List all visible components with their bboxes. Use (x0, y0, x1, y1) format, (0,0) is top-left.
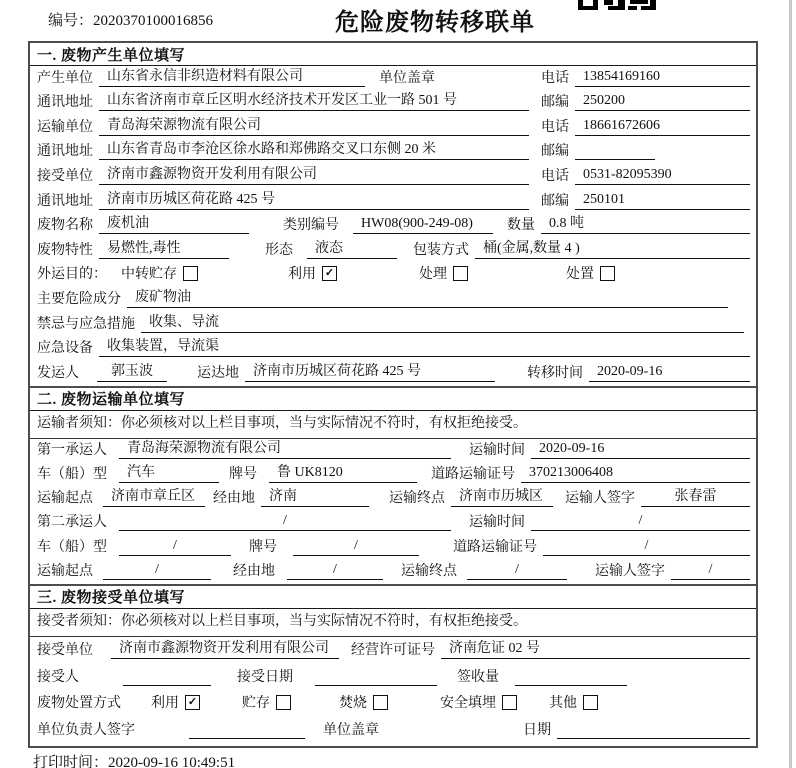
option-utilize-label: 利用 (288, 267, 316, 283)
received-quantity-value (515, 684, 627, 686)
waste-name-value: 废机油 (99, 212, 249, 234)
notice-text: 接受者须知：你必须核对以上栏目事项，当与实际情况不符时，有权拒绝接受。 (37, 613, 527, 629)
producer-unit-value: 山东省永信非织造材料有限公司 (99, 65, 365, 87)
disposal-method-label: 废物处置方式 (37, 696, 121, 712)
vehicle-type-label: 车（船）型 (37, 539, 107, 555)
form-value: 液态 (307, 237, 397, 259)
plate-label: 牌号 (229, 467, 257, 483)
serial-value: 2020370100016856 (93, 13, 214, 29)
receiver-unit-value: 济南市鑫源物资开发利用有限公司 (99, 163, 529, 185)
shipper-label: 发运人 (37, 365, 79, 381)
unit-seal-label: 单位盖章 (379, 70, 435, 86)
notice-text: 运输者须知：你必须核对以上栏目事项，当与实际情况不符时，有权拒绝接受。 (37, 415, 527, 431)
phone-label: 电话 (541, 119, 569, 135)
via-label: 经由地 (233, 563, 275, 579)
transporter-phone-value: 18661672606 (575, 118, 750, 136)
origin-label: 运输起点 (37, 491, 93, 507)
accept-date-label: 接受日期 (237, 669, 293, 685)
endpoint-value: 济南市历城区 (451, 485, 553, 507)
main-hazard-label: 主要危险成分 (37, 291, 121, 307)
vehicle-type-label: 车（船）型 (37, 467, 107, 483)
date-value (557, 737, 750, 739)
accepting-unit-value: 济南市鑫源物资开发利用有限公司 (111, 637, 339, 659)
checkbox-landfill (502, 695, 517, 710)
emergency-equipment-value: 收集装置，导流渠 (99, 335, 750, 357)
producer-address-value: 山东省济南市章丘区明水经济技术开发区工业一路 501 号 (99, 89, 529, 111)
form-section-1 (30, 43, 756, 386)
serial-label: 编号： (48, 13, 94, 29)
transfer-form (28, 41, 758, 748)
form-row (30, 312, 756, 337)
form-row (30, 663, 756, 690)
first-carrier-value: 青岛海荣源物流有限公司 (119, 437, 451, 459)
form-row (30, 361, 756, 386)
via-label: 经由地 (213, 491, 255, 507)
page-title: 危险废物转移联单 (335, 10, 535, 36)
destination-value: 济南市历城区荷花路 425 号 (245, 360, 495, 382)
form-row (30, 263, 756, 288)
form-row (30, 690, 756, 717)
vehicle-type-value: 汽车 (119, 461, 219, 483)
road-permit-label: 道路运输证号 (431, 467, 515, 483)
contraindication-value: 收集、导流 (141, 311, 744, 333)
second-carrier-value: / (119, 513, 451, 531)
transport-time-value: / (531, 513, 750, 531)
postcode-group (541, 190, 756, 210)
form-row (30, 189, 756, 214)
endpoint-label: 运输终点 (389, 491, 445, 507)
transfer-time-value: 2020-09-16 (589, 364, 750, 382)
postcode-label: 邮编 (541, 95, 569, 111)
transport-time-label: 运输时间 (469, 442, 525, 458)
phone-group (541, 116, 756, 136)
postcode-label: 邮编 (541, 193, 569, 209)
category-code-value: HW08(900-249-08) (353, 216, 493, 234)
form-row (30, 91, 756, 116)
origin-label: 运输起点 (37, 563, 93, 579)
second-carrier-label: 第二承运人 (37, 515, 107, 531)
plate-label: 牌号 (249, 539, 277, 555)
form-row (30, 716, 756, 743)
option-store-label: 贮存 (242, 696, 270, 712)
road-permit-label: 道路运输证号 (453, 539, 537, 555)
checkbox-utilize (185, 695, 200, 710)
option-dispose-label: 处置 (566, 267, 594, 283)
form-row (30, 214, 756, 239)
transporter-unit-label: 运输单位 (37, 119, 93, 135)
producer-postcode-value: 250200 (575, 93, 750, 111)
endpoint-label: 运输终点 (401, 563, 457, 579)
option-landfill-label: 安全填埋 (440, 696, 496, 712)
waste-property-label: 废物特性 (37, 242, 93, 258)
print-time (33, 751, 235, 768)
producer-phone-value: 13854169160 (575, 69, 750, 87)
shipper-value: 郭玉波 (97, 360, 167, 382)
form-section-3 (30, 584, 756, 743)
form-row (30, 463, 756, 487)
received-quantity-label: 签收量 (457, 669, 499, 685)
phone-label: 电话 (541, 70, 569, 86)
section-header: 三. 废物接受单位填写 (30, 586, 756, 609)
form-section-2 (30, 386, 756, 584)
acceptor-value (123, 684, 211, 686)
responsible-signature-value (189, 737, 305, 739)
phone-group (541, 67, 756, 87)
transporter-unit-value: 青岛海荣源物流有限公司 (99, 114, 529, 136)
option-treat-label: 处理 (419, 267, 447, 283)
transporter-address-label: 通讯地址 (37, 144, 93, 160)
phone-label: 电话 (541, 168, 569, 184)
responsible-signature-label: 单位负责人签字 (37, 722, 135, 738)
qr-code-fragment (578, 0, 656, 10)
window-edge-line (789, 0, 792, 768)
receiver-unit-label: 接受单位 (37, 168, 93, 184)
waste-property-value: 易燃性,毒性 (99, 237, 229, 259)
option-other-label: 其他 (549, 696, 577, 712)
road-permit-value: / (543, 538, 750, 556)
receiver-address-value: 济南市历城区荷花路 425 号 (99, 188, 529, 210)
plate-value: 鲁 UK8120 (269, 461, 417, 483)
form-row (30, 238, 756, 263)
phone-group (541, 165, 756, 185)
form-row (30, 115, 756, 140)
producer-address-label: 通讯地址 (37, 95, 93, 111)
outbound-purpose-label: 外运目的： (37, 267, 107, 283)
serial-number (48, 9, 213, 30)
notice-row (30, 609, 756, 637)
carrier-signature-value: / (671, 562, 750, 580)
receiver-address-label: 通讯地址 (37, 193, 93, 209)
postcode-label: 邮编 (541, 144, 569, 160)
form-row (30, 164, 756, 189)
postcode-group (541, 91, 756, 111)
packing-label: 包装方式 (413, 242, 469, 258)
quantity-label: 数量 (507, 218, 535, 234)
main-hazard-value: 废矿物油 (127, 286, 728, 308)
form-row (30, 287, 756, 312)
checkbox-incinerate (373, 695, 388, 710)
contraindication-label: 禁忌与应急措施 (37, 316, 135, 332)
checkbox-treat (453, 266, 468, 281)
vehicle-type-value: / (119, 538, 231, 556)
form-row (30, 511, 756, 535)
form-row (30, 337, 756, 362)
producer-unit-label: 产生单位 (37, 70, 93, 86)
checkbox-utilize (322, 266, 337, 281)
postcode-group (541, 140, 756, 160)
first-carrier-label: 第一承运人 (37, 442, 107, 458)
form-row (30, 637, 756, 664)
packing-value: 桶(金属,数量 4 ) (475, 237, 750, 259)
form-row (30, 487, 756, 511)
accept-date-value (315, 684, 437, 686)
option-transit-storage-label: 中转贮存 (121, 267, 177, 283)
carrier-signature-label: 运输人签字 (595, 563, 665, 579)
via-value: 济南 (261, 485, 369, 507)
section-header: 二. 废物运输单位填写 (30, 388, 756, 411)
transfer-time-label: 转移时间 (527, 365, 583, 381)
receiver-phone-value: 0531-82095390 (575, 167, 750, 185)
checkbox-transit-storage (183, 266, 198, 281)
transport-time-label: 运输时间 (469, 515, 525, 531)
notice-row (30, 411, 756, 439)
quantity-value: 0.8 吨 (541, 212, 750, 234)
road-permit-value: 370213006408 (521, 465, 750, 483)
checkbox-other (583, 695, 598, 710)
checkbox-dispose (600, 266, 615, 281)
destination-label: 运达地 (197, 365, 239, 381)
transporter-postcode-value (575, 158, 655, 160)
print-time-label: 打印时间： (33, 755, 109, 768)
option-incinerate-label: 焚烧 (339, 696, 367, 712)
form-label: 形态 (265, 242, 293, 258)
carrier-signature-value: 张春雷 (641, 485, 750, 507)
origin-value: / (103, 562, 211, 580)
license-number-value: 济南危证 02 号 (441, 637, 750, 659)
form-row (30, 535, 756, 559)
accepting-unit-label: 接受单位 (37, 643, 93, 659)
unit-seal-label: 单位盖章 (323, 722, 379, 738)
category-code-label: 类别编号 (283, 218, 339, 234)
print-time-value: 2020-09-16 10:49:51 (108, 755, 236, 768)
form-row (30, 66, 756, 91)
transport-time-value: 2020-09-16 (531, 441, 750, 459)
receiver-postcode-value: 250101 (575, 192, 750, 210)
date-label: 日期 (523, 722, 551, 738)
plate-value: / (293, 538, 419, 556)
transporter-address-value: 山东省青岛市李沧区徐水路和郑佛路交叉口东侧 20 米 (99, 138, 529, 160)
form-row (30, 140, 756, 165)
form-row (30, 560, 756, 584)
license-number-label: 经营许可证号 (351, 643, 435, 659)
origin-value: 济南市章丘区 (103, 485, 205, 507)
form-row (30, 439, 756, 463)
carrier-signature-label: 运输人签字 (565, 491, 635, 507)
waste-name-label: 废物名称 (37, 218, 93, 234)
section-header: 一. 废物产生单位填写 (30, 43, 756, 66)
endpoint-value: / (467, 562, 567, 580)
option-utilize-label: 利用 (151, 696, 179, 712)
checkbox-store (276, 695, 291, 710)
acceptor-label: 接受人 (37, 669, 79, 685)
emergency-equipment-label: 应急设备 (37, 341, 93, 357)
via-value: / (287, 562, 383, 580)
